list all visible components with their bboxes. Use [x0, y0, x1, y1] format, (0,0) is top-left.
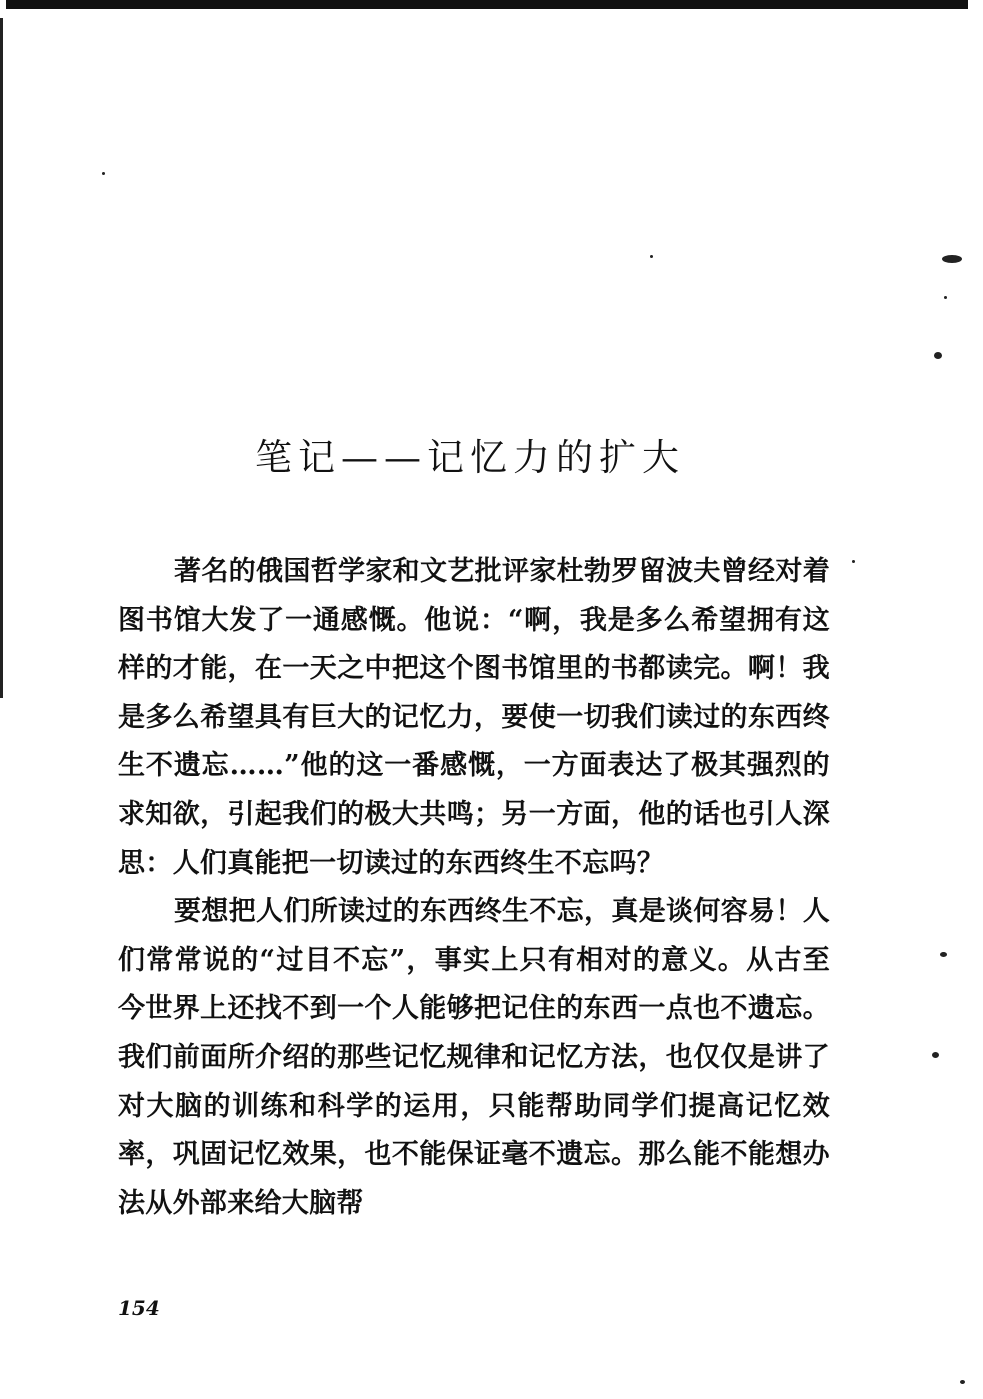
top-border-rule — [6, 0, 968, 9]
scan-speck — [960, 1380, 965, 1384]
scan-speck — [940, 952, 947, 957]
scan-speck — [102, 172, 105, 175]
left-scan-edge — [0, 18, 3, 698]
scan-speck — [942, 255, 962, 263]
scan-speck — [932, 1052, 939, 1058]
chapter-title: 笔记——记忆力的扩大 — [255, 435, 685, 479]
page-number: 154 — [118, 1296, 160, 1320]
scan-speck — [944, 296, 947, 299]
paragraph-1: 著名的俄国哲学家和文艺批评家杜勃罗留波夫曾经对着图书馆大发了一通感慨。他说：“啊，我是多么希望拥有这样的才能，在一天之中把这个图书馆里的书都读完。啊！我是多么希望具有巨大的记忆力，要使一切我们读过的东西终生不遗忘……”他的这一番感慨，一方面表达了极其强烈的求知欲，引起我们的极大共鸣；另一方面，他的话也引人深思：人们真能把一切读过的东西终生不忘吗？ — [118, 556, 830, 879]
paragraph-2: 要想把人们所读过的东西终生不忘，真是谈何容易！人们常常说的“过目不忘”，事实上只有相对的意义。从古至今世界上还找不到一个人能够把记住的东西一点也不遗忘。我们前面所介绍的那些记忆规律和记忆方法，也仅仅是讲了对大脑的训练和科学的运用，只能帮助同学们提高记忆效率，巩固记忆效果，也不能保证毫不遗忘。那么能不能想办法从外部来给大脑帮 — [118, 896, 830, 1219]
body-text — [118, 548, 830, 1228]
scan-speck — [852, 560, 855, 563]
scan-speck — [650, 255, 653, 258]
scan-speck — [934, 352, 942, 359]
